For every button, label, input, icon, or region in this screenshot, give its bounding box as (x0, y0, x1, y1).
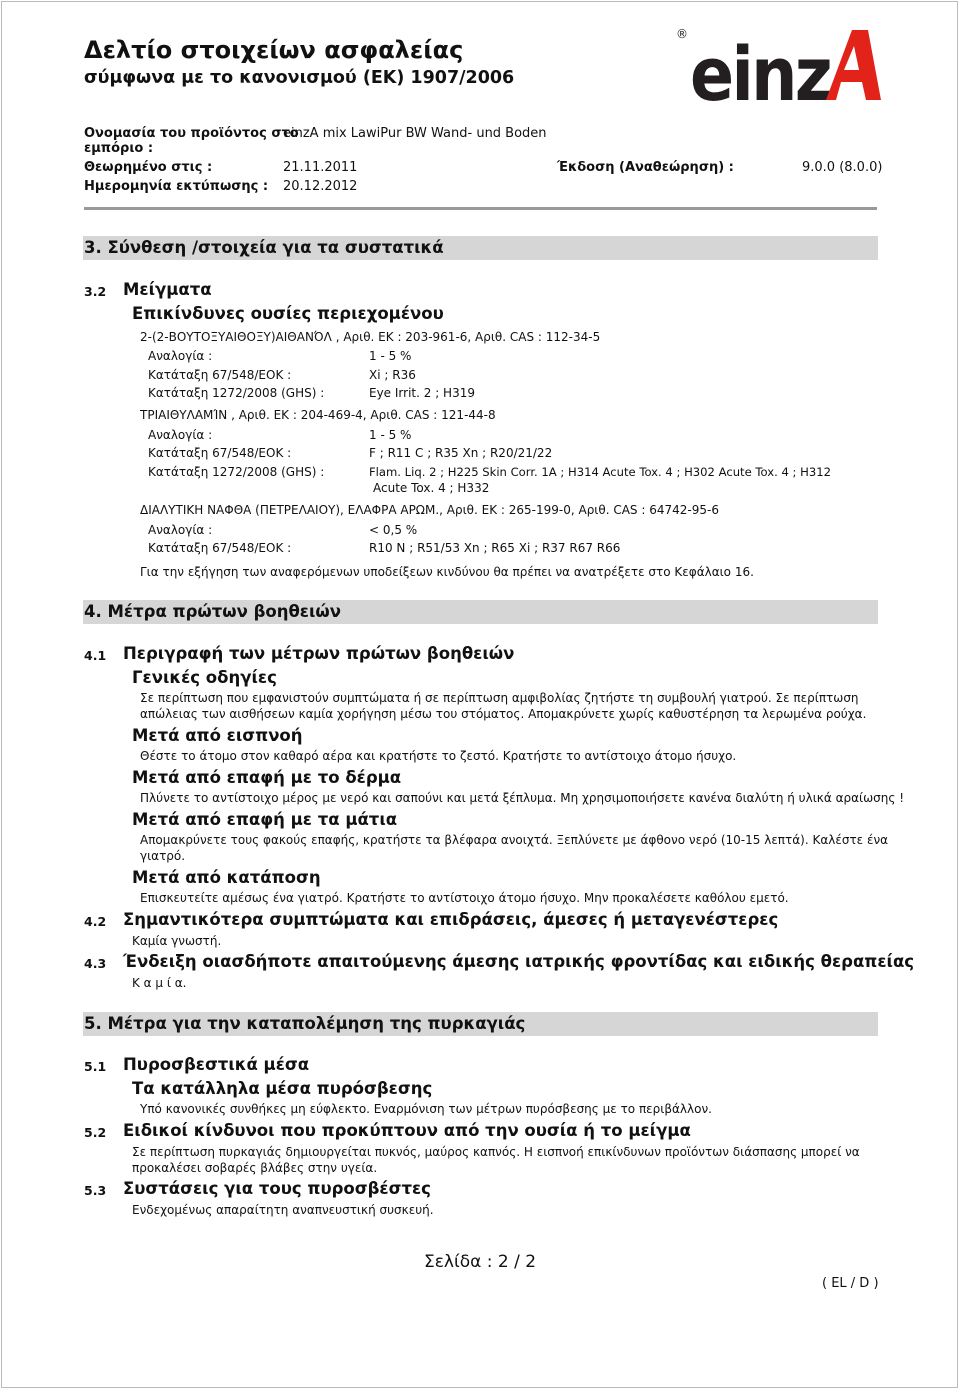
section5-2-text: προκαλέσει σοβαρές βλάβες στην υγεία. (132, 1161, 378, 1175)
section4-3-title: Ένδειξη οιασδήποτε απαιτούμενης άμεσης ιατρικής φροντίδας και ειδικής θεραπείας (123, 952, 915, 971)
page-number: Σελίδα : 2 / 2 (423, 1252, 537, 1272)
substance-1-name: 2-(2-ΒΟΥΤΟΞΥΑΙΘΟΞΥ)ΑΙΘΑΝΌΛ , Αριθ. ΕΚ : 203-961-6, Αριθ. CAS : 112-34-5 (140, 330, 601, 344)
eye-contact-text: Απομακρύνετε τους φακούς επαφής, κρατήστε τα βλέφαρα ανοιχτά. Ξεπλύνετε με άφθονο νερό (10-15 λεπτά). Καλέστε ένα (140, 833, 889, 847)
header-divider (84, 207, 877, 210)
substance-2-label: Κατάταξη 1272/2008 (GHS) : (148, 465, 325, 479)
section3-2-number: 3.2 (84, 284, 107, 299)
reviewed-value: 21.11.2011 (283, 160, 358, 175)
section5-1-number: 5.1 (84, 1059, 107, 1074)
svg-text:einz: einz (690, 32, 830, 106)
section5-2-number: 5.2 (84, 1125, 107, 1140)
substance-1-label: Κατάταξη 67/548/ΕΟΚ : (148, 368, 292, 382)
section4-1-number: 4.1 (84, 648, 107, 663)
skin-contact-text: Πλύνετε το αντίστοιχο μέρος με νερό και σαπούνι και μετά ξέπλυμα. Μη χρησιμοποιήσετε κανένα διαλύτη ή υλικά αραίωσης ! (140, 791, 904, 805)
substance-1-label: Αναλογία : (148, 349, 213, 363)
section3-title: 3. Σύνθεση /στοιχεία για τα συστατικά (84, 238, 444, 257)
inhalation-text: Θέστε το άτομο στον καθαρό αέρα και κρατήστε το ζεστό. Κρατήστε το αντίστοιχο άτομο ήσυχο. (140, 749, 737, 763)
print-date-value: 20.12.2012 (283, 179, 358, 194)
general-advice-text: απώλειας των αισθήσεων καμία χορήγηση μέσω του στόματος. Απομακρύνετε χωρίς καθυστέρηση τα λερωμένα ρούχα. (140, 707, 867, 721)
substance-1-value: 1 - 5 % (369, 349, 412, 363)
document-title: Δελτίο στοιχείων ασφαλείας (84, 36, 464, 64)
substance-3-label: Κατάταξη 67/548/ΕΟΚ : (148, 541, 292, 555)
hazardous-substances-heading: Επικίνδυνες ουσίες περιεχομένου (132, 304, 444, 323)
substance-3-label: Αναλογία : (148, 523, 213, 537)
product-value: einzA mix LawiPur BW Wand- und Boden (283, 126, 547, 141)
suitable-media-text: Υπό κανονικές συνθήκες μη εύφλεκτο. Εναρμόνιση των μέτρων πυρόσβεσης με το περιβάλλον. (140, 1102, 712, 1116)
section5-title: 5. Μέτρα για την καταπολέμηση της πυρκαγιάς (84, 1014, 526, 1033)
ingestion-text: Επισκευτείτε αμέσως ένα γιατρό. Κρατήστε το αντίστοιχο άτομο ήσυχο. Μην προκαλέσετε καθόλου εμετό. (140, 891, 789, 905)
general-advice-heading: Γενικές οδηγίες (132, 668, 277, 687)
substance-1-value: Xi ; R36 (369, 368, 416, 382)
inhalation-heading: Μετά από εισπνοή (132, 726, 303, 745)
document-subtitle: σύμφωνα με το κανονισμού (ΕΚ) 1907/2006 (84, 68, 515, 88)
section4-3-number: 4.3 (84, 956, 107, 971)
version-label: Έκδοση (Αναθεώρηση) : (557, 160, 734, 175)
skin-contact-heading: Μετά από επαφή με το δέρμα (132, 768, 402, 787)
hazard-note: Για την εξήγηση των αναφερόμενων υποδείξεων κινδύνου θα πρέπει να ανατρέξετε στο Κεφάλαιο 16. (140, 565, 754, 579)
suitable-media-heading: Τα κατάλληλα μέσα πυρόσβεσης (132, 1079, 433, 1098)
section4-2-number: 4.2 (84, 914, 107, 929)
section4-2-title: Σημαντικότερα συμπτώματα και επιδράσεις, άμεσες ή μεταγενέστερες (123, 910, 779, 929)
section5-3-text: Ενδεχομένως απαραίτητη αναπνευστική συσκευή. (132, 1203, 434, 1217)
language-code: ( EL / D ) (822, 1276, 879, 1291)
section3-2-title: Μείγματα (123, 280, 212, 299)
substance-1-label: Κατάταξη 1272/2008 (GHS) : (148, 386, 325, 400)
substance-2-value: 1 - 5 % (369, 428, 412, 442)
substance-1-value: Eye Irrit. 2 ; H319 (369, 386, 475, 400)
substance-2-name: ΤΡΙΑΙΘΥΛΑΜΊΝ , Αριθ. ΕΚ : 204-469-4, Αριθ. CAS : 121-44-8 (140, 408, 496, 422)
einza-logo (676, 24, 881, 106)
ingestion-heading: Μετά από κατάποση (132, 868, 321, 887)
substance-2-label: Αναλογία : (148, 428, 213, 442)
eye-contact-heading: Μετά από επαφή με τα μάτια (132, 810, 398, 829)
substance-3-value: < 0,5 % (369, 523, 418, 537)
section5-2-title: Ειδικοί κίνδυνοι που προκύπτουν από την ουσία ή το μείγμα (123, 1121, 691, 1140)
section4-3-text: Κ α μ ί α. (132, 976, 187, 990)
product-label: Ονομασία του προϊόντος στο εμπόριο : (84, 126, 299, 156)
eye-contact-text: γιατρό. (140, 849, 186, 863)
substance-2-value-cont: Acute Tox. 4 ; H332 (373, 481, 490, 495)
substance-3-name: ΔΙΑΛΥΤΙΚΗ ΝΑΦΘΑ (ΠΕΤΡΕΛΑΙΟΥ), ΕΛΑΦΡΑ ΑΡΩΜ., Αριθ. ΕΚ : 265-199-0, Αριθ. CAS : 64742-95-6 (140, 503, 719, 517)
substance-2-value: Flam. Liq. 2 ; H225 Skin Corr. 1A ; H314 Acute Tox. 4 ; H302 Acute Tox. 4 ; H312 (369, 465, 831, 479)
section5-2-text: Σε περίπτωση πυρκαγιάς δημιουργείται πυκνός, μαύρος καπνός. Η εισπνοή επικίνδυνων προϊόντων διάσπασης μπορεί να (132, 1145, 860, 1159)
substance-2-value: F ; R11 C ; R35 Xn ; R20/21/22 (369, 446, 553, 460)
section5-1-title: Πυροσβεστικά μέσα (123, 1055, 310, 1074)
substance-2-label: Κατάταξη 67/548/ΕΟΚ : (148, 446, 292, 460)
print-date-label: Ημερομηνία εκτύπωσης : (84, 179, 269, 194)
section5-3-number: 5.3 (84, 1183, 107, 1198)
section5-3-title: Συστάσεις για τους πυροσβέστες (123, 1179, 431, 1198)
version-value: 9.0.0 (8.0.0) (802, 160, 883, 175)
logo-registered-mark: ® (676, 27, 688, 41)
general-advice-text: Σε περίπτωση που εμφανιστούν συμπτώματα ή σε περίπτωση αμφιβολίας ζητήστε τη συμβουλή γιατρού. Σε περίπτωση (140, 691, 859, 705)
section4-title: 4. Μέτρα πρώτων βοηθειών (84, 602, 341, 621)
section4-1-title: Περιγραφή των μέτρων πρώτων βοηθειών (123, 644, 515, 663)
reviewed-label: Θεωρημένο στις : (84, 160, 213, 175)
substance-3-value: R10 N ; R51/53 Xn ; R65 Xi ; R37 R67 R66 (369, 541, 621, 555)
section4-2-text: Καμία γνωστή. (132, 934, 222, 948)
